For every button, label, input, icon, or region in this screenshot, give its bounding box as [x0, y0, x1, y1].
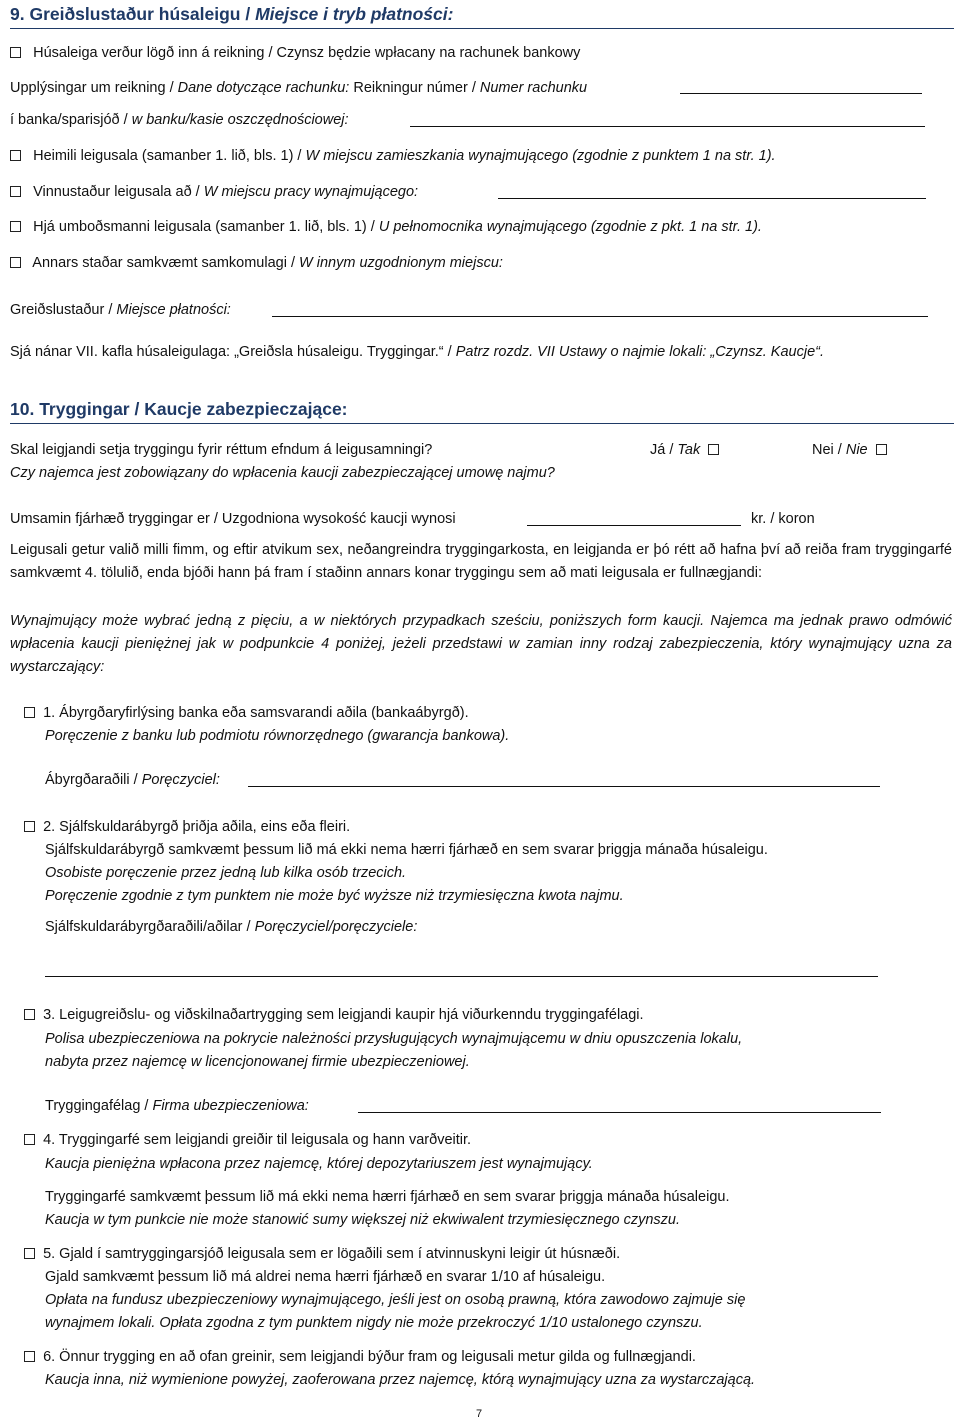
option-6-label-pl: Kaucja inna, niż wymienione powyżej, zaoferowana przez najemcę, którą wynajmujący uzna za wystarczającą.	[45, 1372, 756, 1388]
option-3-label: 3. Leigugreiðslu- og viðskilnaðartrygging sem leigjandi kaupir hjá viðurkenndu tryggingafélagi.	[43, 1007, 644, 1023]
guarantor-row	[45, 771, 220, 789]
yes-option	[650, 441, 719, 459]
checkbox-other[interactable]	[10, 257, 21, 268]
insurer-label-pl: Firma ubezpieczeniowa:	[152, 1098, 309, 1114]
option-home-label: Heimili leigusala (samanber 1. lið, bls. 1) /	[33, 148, 306, 164]
payment-place-label-pl: Miejsce płatności:	[116, 302, 231, 318]
option-3-label-pl: Polisa ubezpieczeniowa na pokrycie należności przysługujących wynajmującemu w dniu opuszczenia lokalu,	[45, 1031, 743, 1047]
account-number-label-pl: Numer rachunku	[479, 80, 588, 96]
option-1-label-pl: Poręczenie z banku lub podmiotu równorzędnego (gwarancja bankowa).	[45, 728, 510, 744]
checkbox-yes[interactable]	[708, 444, 719, 455]
option-work-label: Vinnustaður leigusala að /	[33, 184, 204, 200]
option-work-label-pl: W miejscu pracy wynajmującego:	[203, 184, 419, 200]
checkbox-no[interactable]	[876, 444, 887, 455]
account-info-label: Upplýsingar um reikning /	[10, 80, 178, 96]
currency-label: kr. / koron	[751, 511, 815, 527]
yes-label-pl: Tak	[677, 442, 701, 458]
page-number: 7	[476, 1408, 483, 1420]
section-10-heading	[10, 399, 954, 424]
bank-row	[10, 111, 349, 129]
section-9-title-pl: Miejsce i tryb płatności:	[255, 4, 454, 24]
no-label-pl: Nie	[845, 442, 868, 458]
option-6-label: 6. Önnur trygging en að ofan greinir, sem leigjandi býður fram og leigusali metur gilda og fullnægjandi.	[43, 1349, 696, 1365]
option-home-label-pl: W miejscu zamieszkania wynajmującego (zgodnie z punktem 1 na str. 1).	[305, 148, 776, 164]
account-number-label: Reikningur númer /	[349, 80, 480, 96]
checkbox-option-2[interactable]	[24, 821, 35, 832]
reference-text-pl: Patrz rozdz. VII Ustawy o najmie lokali: „Czynsz. Kaucje“.	[455, 344, 824, 360]
intro-is: Leigusali getur valið milli fimm, og eftir atvikum sex, neðangreindra tryggingarkosta, en leigjanda er þó rétt að hafna því að reiða fram tryggingarfé samkvæmt 4. tölulið, enda bjóði hann þá fram í staðinn annars konar tryggingu sem að mati leigusala er fullnægjandi:	[10, 542, 952, 581]
no-label: Nei /	[812, 442, 846, 458]
sureties-label: Sjálfskuldarábyrgðaraðili/aðilar /	[45, 919, 255, 935]
work-address-field[interactable]	[498, 184, 926, 199]
option-other-label-pl: W innym uzgodnionym miejscu:	[299, 255, 503, 271]
deposit-option-2	[24, 818, 350, 836]
option-4-label-pl: Kaucja pieniężna wpłacona przez najemcę, której depozytariuszem jest wynajmujący.	[45, 1156, 593, 1172]
option-home-row	[10, 147, 776, 165]
bank-field[interactable]	[410, 112, 925, 127]
option-5-label: 5. Gjald í samtryggingarsjóð leigusala sem er lögaðili sem í atvinnuskyni leigir út húsnæði.	[43, 1246, 621, 1262]
bank-label: í banka/sparisjóð /	[10, 112, 132, 128]
option-3-label-pl-2: nabyta przez najemcę w licencjonowanej firmie ubezpieczeniowej.	[45, 1054, 470, 1070]
checkbox-option-6[interactable]	[24, 1351, 35, 1362]
checkbox-option-3[interactable]	[24, 1009, 35, 1020]
sureties-label-pl: Poręczyciel/poręczyciele:	[254, 919, 418, 935]
checkbox-option-4[interactable]	[24, 1134, 35, 1145]
checkbox-home[interactable]	[10, 150, 21, 161]
option-bank-row	[10, 44, 580, 62]
insurer-row	[45, 1097, 309, 1115]
option-agent-label: Hjá umboðsmanni leigusala (samanber 1. lið, bls. 1) /	[33, 219, 379, 235]
guarantor-label: Ábyrgðaraðili /	[45, 772, 142, 788]
option-5-label-pl-2: wynajmem lokali. Opłata zgodna z tym punktem nigdy nie może przekroczyć 1/10 ustalonego czynszu.	[45, 1315, 703, 1331]
checkbox-bank[interactable]	[10, 47, 21, 58]
intro-pl: Wynajmujący może wybrać jedną z pięciu, a w niektórych przypadkach sześciu, poniższych form kaucji. Najemca ma jednak prawo odmówić wpłacenia kaucji pieniężnej jak w podpunkcie 4 poniżej, jeżeli przedstawi w zamian inny rodzaj zabezpieczenia, który wynajmujący uzna za wystarczający:	[10, 613, 952, 675]
insurer-label: Tryggingafélag /	[45, 1098, 153, 1114]
checkbox-option-5[interactable]	[24, 1248, 35, 1259]
deposit-option-4	[24, 1131, 471, 1149]
reference-row	[10, 343, 824, 361]
option-work-row	[10, 183, 418, 201]
account-info-row	[10, 79, 587, 97]
amount-row	[10, 510, 456, 528]
payment-place-label: Greiðslustaður /	[10, 302, 117, 318]
option-4-label: 4. Tryggingarfé sem leigjandi greiðir til leigusala og hann varðveitir.	[43, 1132, 472, 1148]
section-10-title-is: 10. Tryggingar /	[10, 399, 145, 419]
option-bank-label: Húsaleiga verður lögð inn á reikning / Czynsz będzie wpłacany na rachunek bankowy	[33, 45, 581, 61]
option-5-limit: Gjald samkvæmt þessum lið má aldrei nema hærri fjárhæð en svarar 1/10 af húsaleigu.	[45, 1269, 606, 1285]
deposit-option-5	[24, 1245, 620, 1263]
guarantor-label-pl: Poręczyciel:	[141, 772, 220, 788]
yes-label: Já /	[650, 442, 678, 458]
deposit-question-pl: Czy najemca jest zobowiązany do wpłacenia kaucji zabezpieczającej umowę najmu?	[10, 465, 555, 481]
amount-label: Umsamin fjárhæð tryggingar er / Uzgodniona wysokość kaucji wynosi	[10, 511, 456, 527]
section-9-title-is: 9. Greiðslustaður húsaleigu /	[10, 4, 256, 24]
deposit-option-6	[24, 1348, 696, 1366]
sureties-field[interactable]	[45, 962, 878, 977]
option-other-row	[10, 254, 503, 272]
payment-place-row	[10, 301, 231, 319]
deposit-option-3	[24, 1006, 644, 1024]
section-9-heading	[10, 4, 954, 29]
account-info-label-pl: Dane dotyczące rachunku:	[177, 80, 350, 96]
option-2-label: 2. Sjálfskuldarábyrgð þriðja aðila, eins eða fleiri.	[43, 819, 351, 835]
checkbox-option-1[interactable]	[24, 707, 35, 718]
deposit-option-1	[24, 704, 469, 722]
sureties-row	[45, 918, 417, 936]
option-2-limit: Sjálfskuldarábyrgð samkvæmt þessum lið má ekki nema hærri fjárhæð en sem svarar þriggja mánaða húsaleigu.	[45, 842, 768, 858]
deposit-question: Skal leigjandi setja tryggingu fyrir réttum efndum á leigusamningi?	[10, 442, 433, 458]
option-4-limit-pl: Kaucja w tym punkcie nie może stanowić sumy większej niż ekwiwalent trzymiesięcznego czynszu.	[45, 1212, 681, 1228]
bank-label-pl: w banku/kasie oszczędnościowej:	[131, 112, 349, 128]
option-4-limit: Tryggingarfé samkvæmt þessum lið má ekki nema hærri fjárhæð en sem svarar þriggja mánaða húsaleigu.	[45, 1189, 730, 1205]
option-agent-row	[10, 218, 762, 236]
option-2-label-pl: Osobiste poręczenie przez jedną lub kilka osób trzecich.	[45, 865, 407, 881]
no-option	[812, 441, 887, 459]
option-1-label: 1. Ábyrgðaryfirlýsing banka eða samsvarandi aðila (bankaábyrgð).	[43, 705, 469, 721]
amount-field[interactable]	[527, 511, 741, 526]
section-10-title-pl: Kaucje zabezpieczające:	[144, 399, 348, 419]
option-2-limit-pl: Poręczenie zgodnie z tym punktem nie może być wyższe niż trzymiesięczna kwota najmu.	[45, 888, 624, 904]
payment-place-field[interactable]	[272, 302, 928, 317]
insurer-field[interactable]	[358, 1098, 881, 1113]
reference-text: Sjá nánar VII. kafla húsaleigulaga: „Greiðsla húsaleigu. Tryggingar.“ /	[10, 344, 456, 360]
option-5-label-pl: Opłata na fundusz ubezpieczeniowy wynajmującego, jeśli jest on osobą prawną, która zawodowo zajmuje się	[45, 1292, 746, 1308]
option-other-label: Annars staðar samkvæmt samkomulagi /	[32, 255, 300, 271]
checkbox-agent[interactable]	[10, 221, 21, 232]
account-number-field[interactable]	[680, 79, 922, 94]
guarantor-field[interactable]	[248, 772, 880, 787]
checkbox-work[interactable]	[10, 186, 21, 197]
option-agent-label-pl: U pełnomocnika wynajmującego (zgodnie z pkt. 1 na str. 1).	[378, 219, 762, 235]
